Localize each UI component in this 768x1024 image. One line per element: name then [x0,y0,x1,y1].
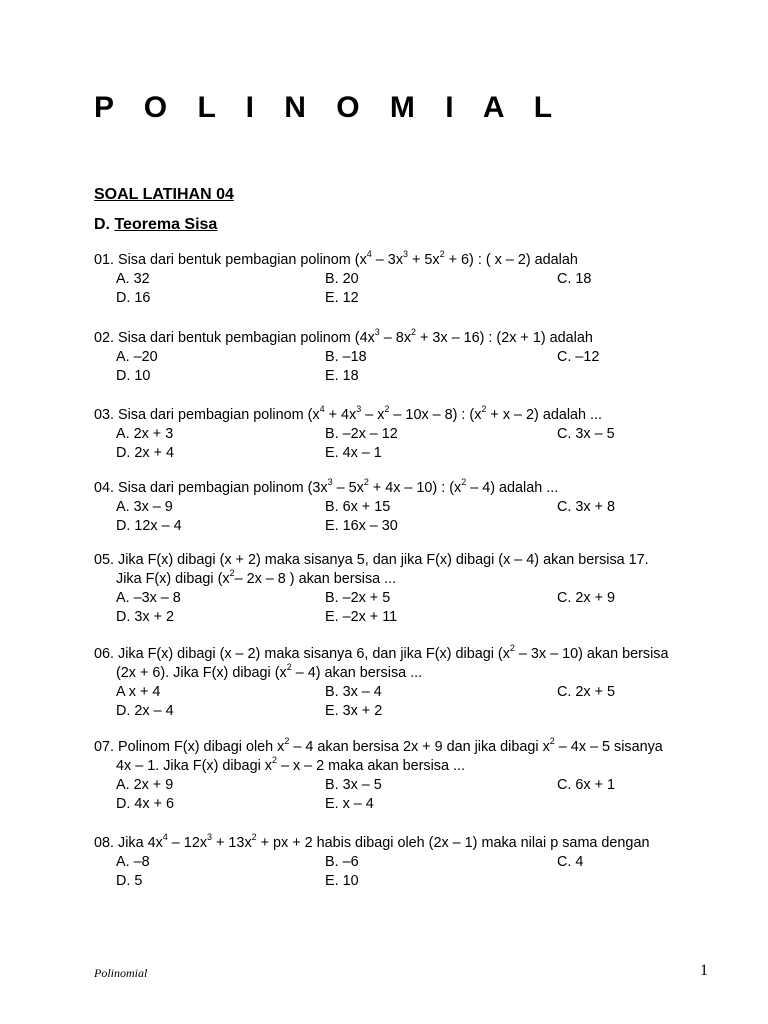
option-d: D. 12x – 4 [116,518,182,534]
question-06 [94,645,734,721]
option-d: D. 5 [116,873,143,889]
option-c: C. 3x + 8 [557,499,615,515]
options-row [94,498,734,517]
option-e: E. 10 [325,873,359,889]
option-a: A. 2x + 3 [116,426,174,442]
question-text-cont: Jika F(x) dibagi ($x^2-$ 2x – 8 ) akan bersisa ... [116,568,397,587]
options-row [94,872,734,891]
question-02 [94,329,734,386]
options-row [94,702,734,721]
option-c: C. –12 [557,349,600,365]
option-d: D. 10 [116,368,151,384]
option-c: C. 2x + 5 [557,684,615,700]
question-04 [94,479,734,536]
section-heading [94,216,217,234]
options-row [94,608,734,627]
options-row [94,367,734,386]
question-text: 04. Sisa dari pembagian polinom $(3x^3 - 5x^2 + 4x - 10)$ : $(x^2 - 4)$ adalah ... [94,477,559,496]
option-a: A. –8 [116,854,150,870]
option-a: A. 3x – 9 [116,499,173,515]
option-e: E. 4x – 1 [325,445,382,461]
option-a: A. –3x – 8 [116,590,181,606]
option-e: E. 3x + 2 [325,703,383,719]
option-d: D. 2x – 4 [116,703,174,719]
options-row [94,517,734,536]
option-c: C. 18 [557,271,592,287]
question-07 [94,738,734,814]
question-text: 01. Sisa dari bentuk pembagian polinom $(x^4 - 3x^3 + 5x^2 + 6)$ : ( x – 2) adalah [94,249,578,268]
question-03 [94,406,734,463]
footer-title: Polinomial [94,966,148,980]
option-e: E. –2x + 11 [325,609,398,625]
option-c: C. 4 [557,854,584,870]
option-a: A. 32 [116,271,150,287]
option-e: E. 12 [325,290,359,306]
option-b: B. 3x – 4 [325,684,382,700]
options-row [94,683,734,702]
option-d: D. 4x + 6 [116,796,174,812]
option-e: E. 16x – 30 [325,518,398,534]
options-row [94,853,734,872]
options-row [94,589,734,608]
option-b: B. –2x + 5 [325,590,391,606]
option-b: B. 20 [325,271,359,287]
option-c: C. 6x + 1 [557,777,615,793]
option-a: A x + 4 [116,684,161,700]
options-row [94,444,734,463]
question-text: 06. Jika F(x) dibagi (x – 2) maka sisanya 6, dan jika F(x) dibagi $(x^2 - 3x - 10)$ akan bersisa [94,643,669,662]
question-text: 02. Sisa dari bentuk pembagian polinom $(4x^3 - 8x^2 + 3x - 16)$ : (2x + 1) adalah [94,327,593,346]
option-a: A. –20 [116,349,158,365]
option-b: B. –6 [325,854,359,870]
option-b: B. –18 [325,349,367,365]
question-text-cont: 4x – 1. Jika F(x) dibagi $x^2$ – x – 2 maka akan bersisa ... [116,755,465,774]
question-08 [94,834,734,891]
page-title: P O L I N O M I A L [94,91,564,124]
question-text: 05. Jika F(x) dibagi (x + 2) maka sisanya 5, dan jika F(x) dibagi (x – 4) akan bersisa 17. [94,552,649,568]
option-a: A. 2x + 9 [116,777,174,793]
option-e: E. x – 4 [325,796,374,812]
question-01 [94,251,734,308]
option-b: B. 6x + 15 [325,499,391,515]
section-name: Teorema Sisa [114,216,218,233]
option-d: D. 2x + 4 [116,445,174,461]
page-number: 1 [700,962,708,979]
option-d: D. 16 [116,290,151,306]
question-text: 03. Sisa dari pembagian polinom $(x^4 + 4x^3 - x^2 - 10x - 8)$ : $(x^2 + x - 2)$ adalah ... [94,404,603,423]
option-c: C. 2x + 9 [557,590,615,606]
option-b: B. –2x – 12 [325,426,398,442]
question-05 [94,551,734,627]
option-d: D. 3x + 2 [116,609,174,625]
exercise-heading: SOAL LATIHAN 04 [94,186,234,203]
options-row [94,795,734,814]
question-text: 08. Jika $4x^4 - 12x^3 + 13x^2$ + px + 2 habis dibagi oleh (2x – 1) maka nilai p sama dengan [94,832,650,851]
option-c: C. 3x – 5 [557,426,615,442]
question-text-cont: (2x + 6). Jika F(x) dibagi $(x^2 - 4)$ akan bersisa ... [116,662,423,681]
question-text: 07. Polinom F(x) dibagi oleh $x^2 - 4$ akan bersisa 2x + 9 dan jika dibagi $x^2 - 4x - 5$ sisanya [94,736,663,755]
options-row [94,289,734,308]
option-b: B. 3x – 5 [325,777,382,793]
options-row [94,425,734,444]
options-row [94,270,734,289]
options-row [94,776,734,795]
options-row [94,348,734,367]
section-letter: D. [94,216,110,233]
option-e: E. 18 [325,368,359,384]
